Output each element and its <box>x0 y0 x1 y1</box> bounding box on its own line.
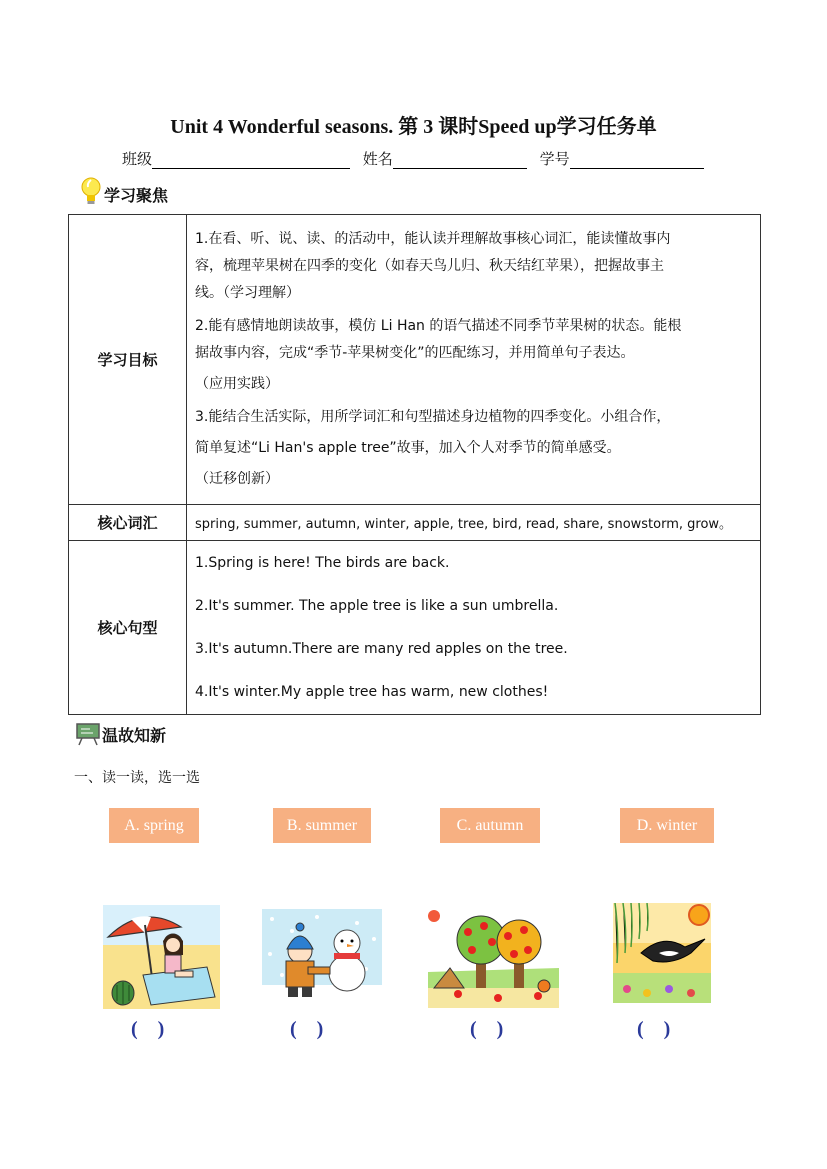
blackboard-icon <box>76 722 100 746</box>
option-spring[interactable]: A. spring <box>109 808 199 843</box>
goal-line: 简单复述“Li Han's apple tree”故事，加入个人对季节的简单感受。 <box>195 440 621 456</box>
goal-line: 容，梳理苹果树在四季的变化（如春天鸟儿归、秋天结红苹果），把握故事主 <box>195 258 664 274</box>
goal-line: 2.能有感情地朗读故事，模仿 Li Han 的语气描述不同季节苹果树的状态。能根 <box>195 318 682 334</box>
name-blank[interactable] <box>393 152 527 169</box>
section-focus-label: 学习聚焦 <box>104 186 169 205</box>
answer-blank-2[interactable]: ( ) <box>290 1018 324 1040</box>
sentences-header: 核心句型 <box>69 541 187 715</box>
lightbulb-icon <box>80 176 102 206</box>
option-summer[interactable]: B. summer <box>273 808 371 843</box>
answer-blank-1[interactable]: ( ) <box>131 1018 165 1040</box>
name-label: 姓名 <box>362 150 393 168</box>
section-review-heading <box>76 722 166 746</box>
exercise-title: 一、读一读，选一选 <box>74 770 200 786</box>
sentence-item: 4.It's winter.My apple tree has warm, new clothes! <box>195 684 549 700</box>
goal-line: （迁移创新） <box>195 471 279 487</box>
goal-line: 3.能结合生活实际，用所学词汇和句型描述身边植物的四季变化。小组合作， <box>195 409 671 425</box>
goal-line: 据故事内容，完成“季节-苹果树变化”的匹配练习，并用简单句子表达。 <box>195 345 635 361</box>
sentence-item: 1.Spring is here! The birds are back. <box>195 555 450 571</box>
section-review-label: 温故知新 <box>102 726 167 745</box>
option-winter[interactable]: D. winter <box>620 808 714 843</box>
option-autumn[interactable]: C. autumn <box>440 808 540 843</box>
number-blank[interactable] <box>570 152 704 169</box>
number-label: 学号 <box>539 150 570 168</box>
page-title: Unit 4 Wonderful seasons. 第 3 课时Speed up学习任务单 <box>170 116 657 138</box>
student-info-row <box>122 148 704 169</box>
answer-blank-4[interactable]: ( ) <box>637 1018 671 1040</box>
answer-blank-3[interactable]: ( ) <box>470 1018 504 1040</box>
vocab-header: 核心词汇 <box>69 505 187 541</box>
goal-line: （应用实践） <box>195 376 279 392</box>
class-blank[interactable] <box>152 152 350 169</box>
sentences-content <box>187 541 761 715</box>
snowman-picture <box>262 909 382 1001</box>
class-label: 班级 <box>122 150 153 168</box>
goal-line: 1.在看、听、说、读、的活动中，能认读并理解故事核心词汇，能读懂故事内 <box>195 231 671 247</box>
vocab-row <box>69 505 761 541</box>
sentences-row <box>69 541 761 715</box>
goals-row <box>69 215 761 505</box>
apple-trees-picture <box>428 910 559 1008</box>
sentence-item: 3.It's autumn.There are many red apples on the tree. <box>195 641 568 657</box>
goal-line: 线。（学习理解） <box>195 285 300 301</box>
goals-content <box>187 215 761 505</box>
section-focus-heading <box>80 176 168 206</box>
sentence-item: 2.It's summer. The apple tree is like a sun umbrella. <box>195 598 559 614</box>
goals-header: 学习目标 <box>69 215 187 505</box>
swallow-willow-picture <box>613 903 711 1003</box>
vocab-content: spring, summer, autumn, winter, apple, tree, bird, read, share, snowstorm, grow。 <box>187 505 761 541</box>
beach-umbrella-picture <box>103 905 220 1009</box>
study-focus-table <box>68 214 761 715</box>
